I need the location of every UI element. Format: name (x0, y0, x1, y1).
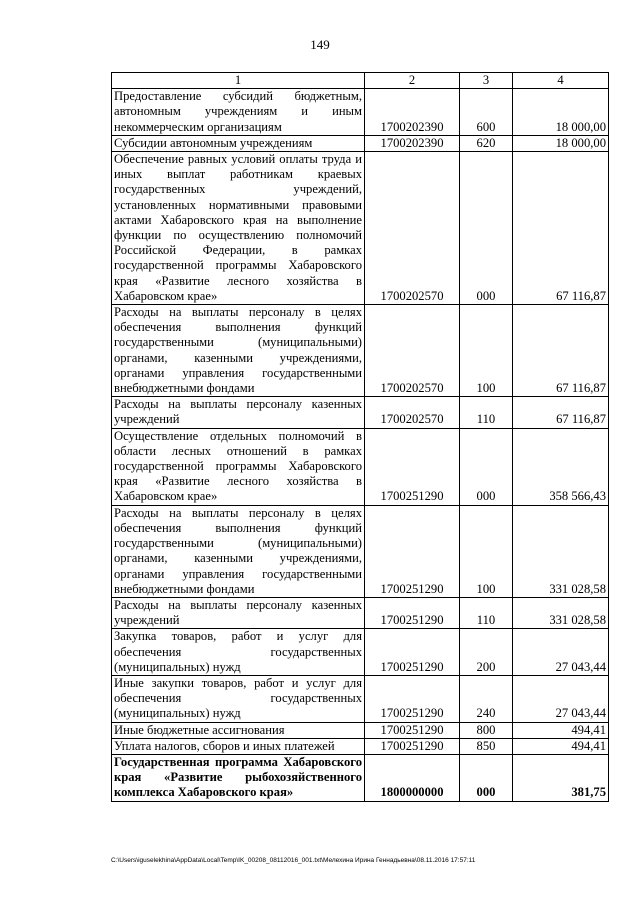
row-expense-kind: 620 (460, 135, 513, 151)
footer-file-path: C:\Users\iguselekhina\AppData\Local\Temp\IK_00208_08112016_001.txt\Мелехина Ирина Геннадьевна\08.11.2016 17:57:11 (111, 857, 476, 864)
row-target-code: 1700202390 (365, 89, 460, 136)
row-expense-kind: 110 (460, 597, 513, 628)
row-name: Субсидии автономным учреждениям (112, 135, 365, 151)
row-expense-kind: 800 (460, 722, 513, 738)
table-row (112, 505, 609, 597)
row-name: Расходы на выплаты персоналу казенных учреждений (112, 597, 365, 628)
row-target-code: 1700202570 (365, 305, 460, 397)
row-target-code: 1700251290 (365, 675, 460, 722)
row-name: Расходы на выплаты персоналу в целях обеспечения выполнения функций государственными (муниципальными) органами, казенными учреждениями, органами управления государственными внебюджетными фондами (112, 305, 365, 397)
row-expense-kind: 240 (460, 675, 513, 722)
row-name: Уплата налогов, сборов и иных платежей (112, 738, 365, 754)
table-row (112, 428, 609, 505)
row-target-code: 1700251290 (365, 428, 460, 505)
row-amount: 27 043,44 (513, 675, 609, 722)
table-header-row (112, 73, 609, 89)
table-row (112, 675, 609, 722)
row-amount: 494,41 (513, 722, 609, 738)
row-expense-kind: 100 (460, 305, 513, 397)
row-expense-kind: 110 (460, 397, 513, 428)
row-amount: 494,41 (513, 738, 609, 754)
row-amount: 18 000,00 (513, 135, 609, 151)
table-row (112, 629, 609, 676)
row-amount: 381,75 (513, 754, 609, 801)
column-header: 3 (460, 73, 513, 89)
row-amount: 18 000,00 (513, 89, 609, 136)
table-row (112, 597, 609, 628)
table-row (112, 722, 609, 738)
row-target-code: 1800000000 (365, 754, 460, 801)
table-row (112, 89, 609, 136)
row-name: Закупка товаров, работ и услуг для обеспечения государственных (муниципальных) нужд (112, 629, 365, 676)
row-amount: 27 043,44 (513, 629, 609, 676)
row-amount: 67 116,87 (513, 305, 609, 397)
column-header: 2 (365, 73, 460, 89)
row-target-code: 1700251290 (365, 597, 460, 628)
table-row (112, 754, 609, 801)
row-expense-kind: 000 (460, 152, 513, 305)
row-name: Расходы на выплаты персоналу казенных учреждений (112, 397, 365, 428)
row-expense-kind: 100 (460, 505, 513, 597)
row-target-code: 1700251290 (365, 505, 460, 597)
row-expense-kind: 000 (460, 428, 513, 505)
page-number: 149 (310, 37, 330, 52)
table-row (112, 738, 609, 754)
row-name: Расходы на выплаты персоналу в целях обеспечения выполнения функций государственными (муниципальными) органами, казенными учреждениями, органами управления государственными внебюджетными фондами (112, 505, 365, 597)
row-target-code: 1700251290 (365, 629, 460, 676)
row-name: Осуществление отдельных полномочий в области лесных отношений в рамках государственной программы Хабаровского края «Развитие лесного хозяйства в Хабаровском крае» (112, 428, 365, 505)
row-expense-kind: 850 (460, 738, 513, 754)
row-amount: 67 116,87 (513, 397, 609, 428)
table-row (112, 135, 609, 151)
row-target-code: 1700251290 (365, 722, 460, 738)
table-row (112, 397, 609, 428)
row-name: Иные бюджетные ассигнования (112, 722, 365, 738)
table-row (112, 305, 609, 397)
row-name: Предоставление субсидий бюджетным, автономным учреждениям и иным некоммерческим организациям (112, 89, 365, 136)
row-name: Обеспечение равных условий оплаты труда и иных выплат работникам краевых государственных учреждений, установленных нормативными правовыми актами Хабаровского края на выполнение функции по осуществлению полномочий Российской Федерации, в рамках государственной программы Хабаровского края «Развитие лесного хозяйства в Хабаровском крае» (112, 152, 365, 305)
row-amount: 67 116,87 (513, 152, 609, 305)
budget-table (111, 72, 609, 802)
row-target-code: 1700202570 (365, 152, 460, 305)
row-target-code: 1700202570 (365, 397, 460, 428)
row-target-code: 1700251290 (365, 738, 460, 754)
row-name: Государственная программа Хабаровского края «Развитие рыбохозяйственного комплекса Хабаровского края» (112, 754, 365, 801)
row-expense-kind: 000 (460, 754, 513, 801)
row-amount: 331 028,58 (513, 597, 609, 628)
column-header: 1 (112, 73, 365, 89)
row-expense-kind: 600 (460, 89, 513, 136)
row-expense-kind: 200 (460, 629, 513, 676)
row-target-code: 1700202390 (365, 135, 460, 151)
row-name: Иные закупки товаров, работ и услуг для обеспечения государственных (муниципальных) нужд (112, 675, 365, 722)
column-header: 4 (513, 73, 609, 89)
row-amount: 358 566,43 (513, 428, 609, 505)
table-row (112, 152, 609, 305)
row-amount: 331 028,58 (513, 505, 609, 597)
